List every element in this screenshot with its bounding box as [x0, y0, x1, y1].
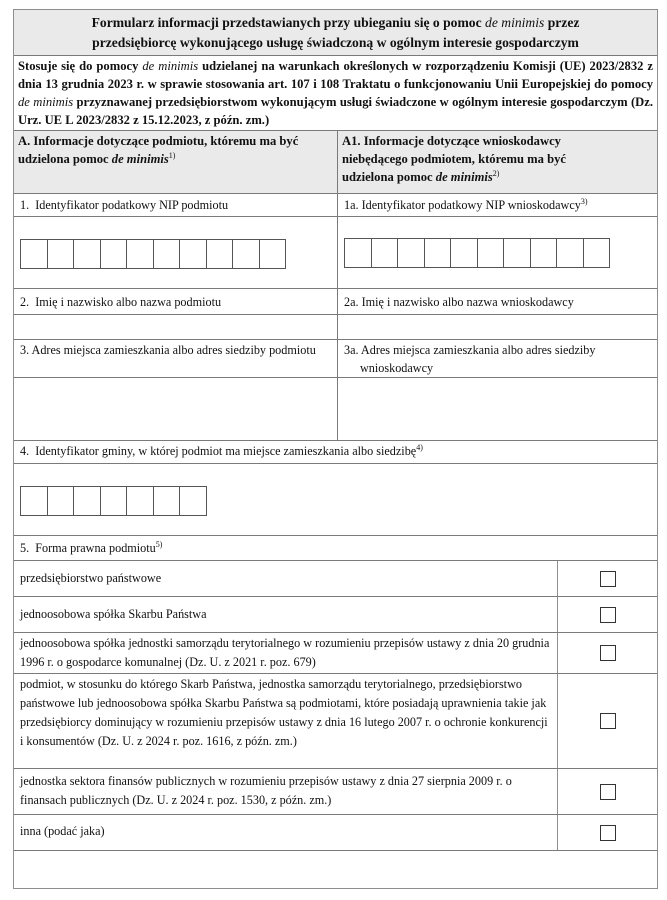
- row-nip-inputs: [14, 217, 657, 289]
- row-address-labels: [14, 340, 657, 378]
- field-4-label: [14, 441, 657, 464]
- nip-wnioskodawcy-cell: [338, 217, 657, 288]
- digit-box[interactable]: [371, 238, 399, 268]
- section-a-italic: de minimis: [111, 152, 169, 166]
- intro-text: przyznawanej przedsiębiorstwom wykonującym usługi świadczone w ogólnym interesie gospodarczym (Dz. Urz. UE L 2023/2832 z 15.12.2023, z późn. zm.): [18, 95, 654, 127]
- section-a1-header: [338, 131, 657, 193]
- option-label: inna (podać jaka): [14, 815, 558, 850]
- digit-box[interactable]: [73, 239, 101, 269]
- digit-box[interactable]: [583, 238, 611, 268]
- row-name-inputs: [14, 315, 657, 340]
- field-4-label-text: 4. Identyfikator gminy, w której podmiot ma miejsce zamieszkania albo siedzibę: [20, 444, 417, 458]
- row-gmina-input: [14, 464, 657, 536]
- row-name-labels: [14, 289, 657, 315]
- digit-box[interactable]: [179, 239, 207, 269]
- option-label: podmiot, w stosunku do którego Skarb Państwa, jednostka samorządu terytorialnego, przedsiębiorstwo państwowe lub jednoosobowa spółka Skarbu Państwa są podmiotami, które posiadają uprawnienia takie jak przedsiębiorcy dominujący w rozumieniu przepisów ustawy z dnia 16 lutego 2007 r. o ochronie konkurencji i konsumentów (Dz. U. z 2024 r. poz. 1616, z późn. zm.): [14, 674, 558, 768]
- digit-box[interactable]: [397, 238, 425, 268]
- digit-box[interactable]: [153, 486, 181, 516]
- digit-box[interactable]: [153, 239, 181, 269]
- field-5-label-text: 5. Forma prawna podmiotu: [20, 541, 156, 555]
- digit-box[interactable]: [530, 238, 558, 268]
- digit-box[interactable]: [126, 239, 154, 269]
- field-2a-label: [338, 289, 657, 314]
- legal-form-option: [14, 633, 657, 674]
- option-label: przedsiębiorstwo państwowe: [14, 561, 558, 596]
- digit-box[interactable]: [232, 239, 260, 269]
- nip-podmiotu-input[interactable]: [20, 239, 285, 269]
- intro-italic: de minimis: [18, 95, 74, 109]
- field-2a-label-text: 2a. Imię i nazwisko albo nazwa wnioskodawcy: [344, 295, 574, 309]
- field-1-label: [14, 194, 338, 216]
- digit-box[interactable]: [503, 238, 531, 268]
- footnote-ref: 2): [492, 168, 500, 178]
- digit-box[interactable]: [450, 238, 478, 268]
- checkbox-podmiot-dominujacy[interactable]: [600, 713, 616, 729]
- field-2-label: [14, 289, 338, 314]
- form-title: [14, 10, 657, 56]
- footnote-ref: 5): [155, 539, 163, 549]
- digit-box[interactable]: [20, 486, 48, 516]
- footnote-ref: 3): [580, 196, 588, 206]
- name-wnioskodawcy-input[interactable]: [338, 315, 657, 339]
- title-text-end: przez: [544, 15, 580, 30]
- nip-podmiotu-cell: [14, 217, 338, 288]
- intro-text: udzielanej na warunkach określonych w rozporządzeniu Komisji (UE) 2023/2832 z dnia 13 grudnia 2023 r. w sprawie stosowania art. 107 i 108 Traktatu o funkcjonowaniu Unii Europejskiej do pomocy: [18, 59, 653, 91]
- digit-box[interactable]: [556, 238, 584, 268]
- row-address-inputs: [14, 378, 657, 441]
- name-podmiotu-input[interactable]: [14, 315, 338, 339]
- gmina-id-input[interactable]: [20, 486, 206, 516]
- digit-box[interactable]: [100, 486, 128, 516]
- digit-box[interactable]: [47, 486, 75, 516]
- field-3-label: [14, 340, 338, 377]
- section-a-text: A. Informacje dotyczące podmiotu, któremu ma być udzielona pomoc: [18, 134, 299, 166]
- checkbox-inna[interactable]: [600, 825, 616, 841]
- digit-box[interactable]: [344, 238, 372, 268]
- checkbox-przedsiebiorstwo-panstwowe[interactable]: [600, 571, 616, 587]
- option-label: jednoosobowa spółka Skarbu Państwa: [14, 597, 558, 632]
- field-1-label-text: 1. Identyfikator podatkowy NIP podmiotu: [20, 198, 229, 212]
- footnote-ref: 4): [416, 442, 423, 452]
- section-a-header: [14, 131, 338, 193]
- field-2-label-text: 2. Imię i nazwisko albo nazwa podmiotu: [20, 295, 222, 309]
- legal-form-option: [14, 769, 657, 815]
- section-headers: [14, 131, 657, 194]
- digit-box[interactable]: [100, 239, 128, 269]
- intro-text: Stosuje się do pomocy: [18, 59, 143, 73]
- title-line-2: przedsiębiorcę wykonującego usługę świadczoną w ogólnym interesie gospodarczym: [92, 35, 579, 50]
- legal-form-option: [14, 674, 657, 769]
- address-podmiotu-input[interactable]: [14, 378, 338, 440]
- checkbox-spolka-jst[interactable]: [600, 645, 616, 661]
- checkbox-jednostka-sektora-finansow[interactable]: [600, 784, 616, 800]
- de-minimis-form: [13, 9, 658, 889]
- other-form-input[interactable]: [14, 851, 657, 888]
- title-text: Formularz informacji przedstawianych przy ubieganiu się o pomoc: [91, 15, 486, 30]
- digit-box[interactable]: [477, 238, 505, 268]
- field-1a-label: [338, 194, 657, 216]
- legal-form-option: [14, 597, 657, 633]
- footnote-ref: 1): [168, 150, 176, 160]
- section-a1-italic: de minimis: [435, 170, 493, 184]
- field-1a-label-text: 1a. Identyfikator podatkowy NIP wnioskodawcy: [344, 198, 581, 212]
- row-nip-labels: [14, 194, 657, 217]
- field-3a-label: [338, 340, 657, 377]
- legal-form-option: [14, 815, 657, 851]
- option-label: jednostka sektora finansów publicznych w rozumieniu przepisów ustawy z dnia 27 sierpnia 2009 r. o finansach publicznych (Dz. U. z 2024 r. poz. 1530, z późn. zm.): [14, 769, 558, 814]
- digit-box[interactable]: [259, 239, 287, 269]
- digit-box[interactable]: [424, 238, 452, 268]
- address-wnioskodawcy-input[interactable]: [338, 378, 657, 440]
- intro-italic: de minimis: [142, 59, 199, 73]
- legal-form-option: [14, 561, 657, 597]
- digit-box[interactable]: [179, 486, 207, 516]
- field-3a-label-text: 3a. Adres miejsca zamieszkania albo adres siedziby wnioskodawcy: [344, 343, 596, 375]
- digit-box[interactable]: [206, 239, 234, 269]
- digit-box[interactable]: [73, 486, 101, 516]
- digit-box[interactable]: [20, 239, 48, 269]
- field-3-label-text: 3. Adres miejsca zamieszkania albo adres siedziby podmiotu: [20, 343, 316, 357]
- option-label: jednoosobowa spółka jednostki samorządu terytorialnego w rozumieniu przepisów ustawy z dnia 20 grudnia 1996 r. o gospodarce komunalnej (Dz. U. z 2021 r. poz. 679): [14, 633, 558, 673]
- intro-paragraph: [14, 56, 657, 131]
- nip-wnioskodawcy-input[interactable]: [344, 238, 609, 268]
- field-5-label: [14, 536, 657, 561]
- checkbox-jednoosobowa-spolka-skarbu-panstwa[interactable]: [600, 607, 616, 623]
- title-italic: de minimis: [485, 15, 545, 30]
- digit-box[interactable]: [126, 486, 154, 516]
- digit-box[interactable]: [47, 239, 75, 269]
- section-a1-text: A1. Informacje dotyczące wnioskodawcy niebędącego podmiotem, któremu ma być udzielona pomoc: [342, 134, 566, 184]
